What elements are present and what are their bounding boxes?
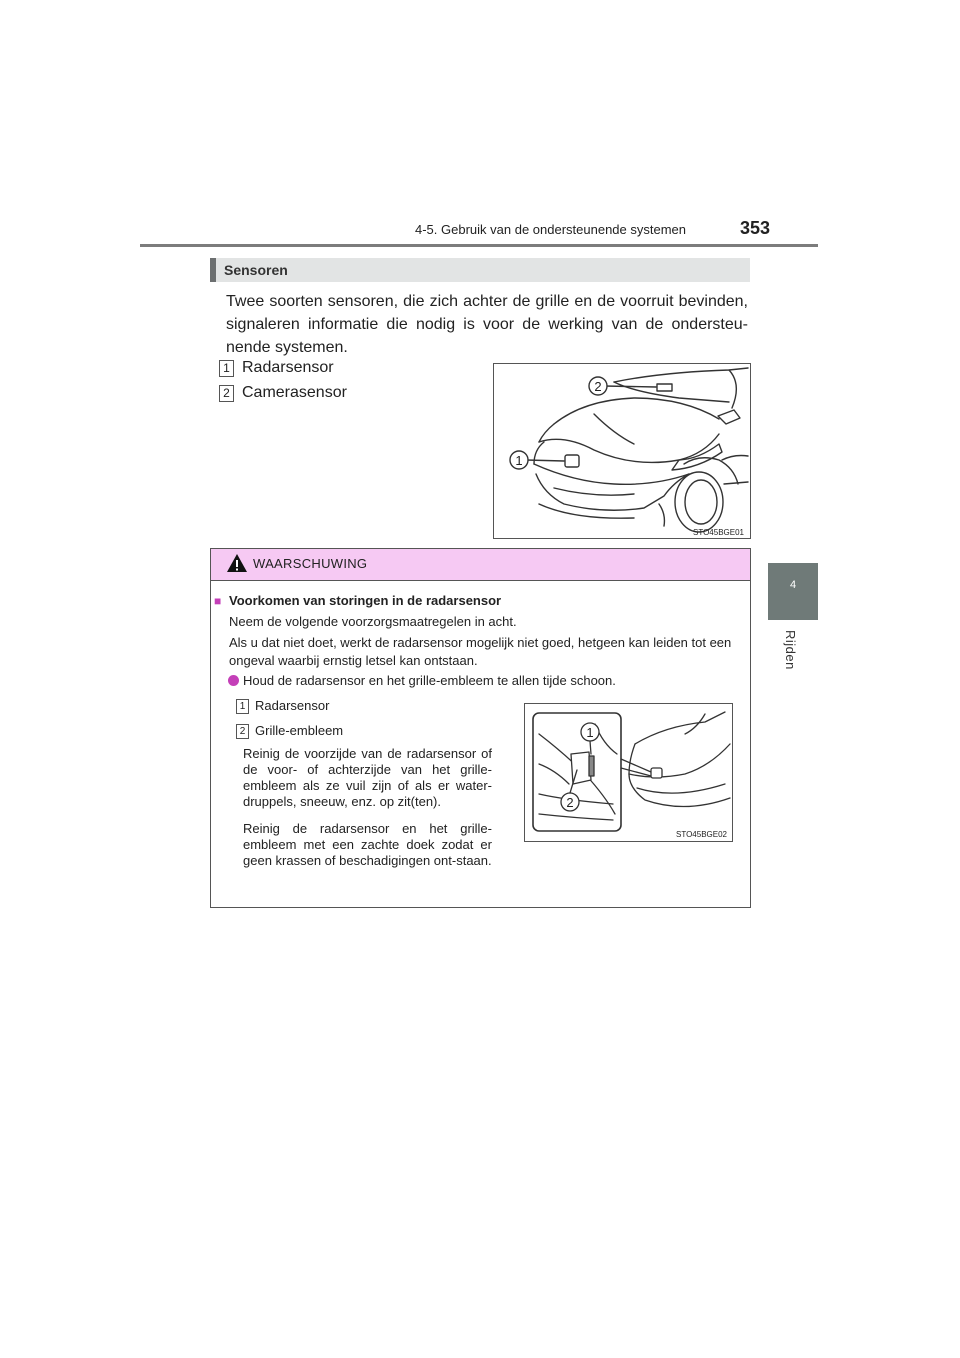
sensor-label-camera: Camerasensor bbox=[242, 384, 347, 401]
warning-title: WAARSCHUWING bbox=[253, 556, 368, 571]
warning-item-radar: Radarsensor bbox=[255, 698, 330, 713]
callout-2: 2 bbox=[594, 379, 602, 394]
warning-paragraph-3: Reinig de voorzijde van de radarsensor of de voor- of achterzijde van het grille-embleem als ze vuil zijn of als er water-druppels, sneeuw, enz. op zit(ten). bbox=[243, 746, 492, 809]
fig2-callout-1: 1 bbox=[586, 725, 594, 740]
warning-heading: Voorkomen van storingen in de radarsensor bbox=[229, 593, 502, 608]
section-bar-accent bbox=[210, 258, 216, 282]
warning-number-badge-2: 2 bbox=[236, 724, 249, 739]
square-bullet-icon: ■ bbox=[214, 594, 222, 608]
page-number: 353 bbox=[740, 218, 771, 238]
number-badge-1: 1 bbox=[219, 360, 234, 377]
callout-1: 1 bbox=[515, 453, 523, 468]
number-badge-2: 2 bbox=[219, 385, 234, 402]
warning-paragraph-2: Als u dat niet doet, werkt de radarsensor mogelijk niet goed, hetgeen kan leiden tot een ongeval waarbij ernstig letsel kan ontstaan. bbox=[229, 635, 732, 668]
fig2-callout-2: 2 bbox=[566, 795, 574, 810]
section-bar bbox=[210, 258, 750, 282]
warning-paragraph-4: Reinig de radarsensor en het grille-embleem met een zachte doek zodat er geen krassen of beschadigingen ont-staan. bbox=[243, 821, 492, 868]
warning-number-badge-1: 1 bbox=[236, 699, 249, 714]
chapter-tab: 4 bbox=[768, 563, 818, 620]
grille-emblem-illustration bbox=[524, 703, 733, 842]
running-header-section: 4-5. Gebruik van de ondersteunende systemen bbox=[415, 222, 687, 237]
header-rule bbox=[140, 244, 818, 247]
chapter-label: Rijden bbox=[783, 630, 798, 670]
warning-paragraph-1: Neem de volgende voorzorgsmaatregelen in acht. bbox=[229, 614, 517, 629]
round-bullet-icon bbox=[228, 675, 239, 686]
figure-code-1: STO45BGE01 bbox=[693, 528, 744, 537]
warning-triangle-icon bbox=[226, 552, 248, 579]
intro-paragraph: Twee soorten sensoren, die zich achter de grille en de voorruit bevinden, signaleren informatie die nodig is voor de werking van de ondersteu-nende systemen. bbox=[226, 293, 748, 356]
grille-detail-drawing bbox=[525, 704, 732, 841]
warning-bullet-text: Houd de radarsensor en het grille-embleem te allen tijde schoon. bbox=[243, 673, 616, 688]
sensor-label-radar: Radarsensor bbox=[242, 359, 334, 376]
figure-code-2: STO45BGE02 bbox=[676, 830, 727, 839]
section-title: Sensoren bbox=[224, 262, 288, 278]
car-front-drawing bbox=[494, 364, 750, 538]
car-sensor-illustration bbox=[493, 363, 751, 539]
warning-item-emblem: Grille-embleem bbox=[255, 723, 344, 738]
